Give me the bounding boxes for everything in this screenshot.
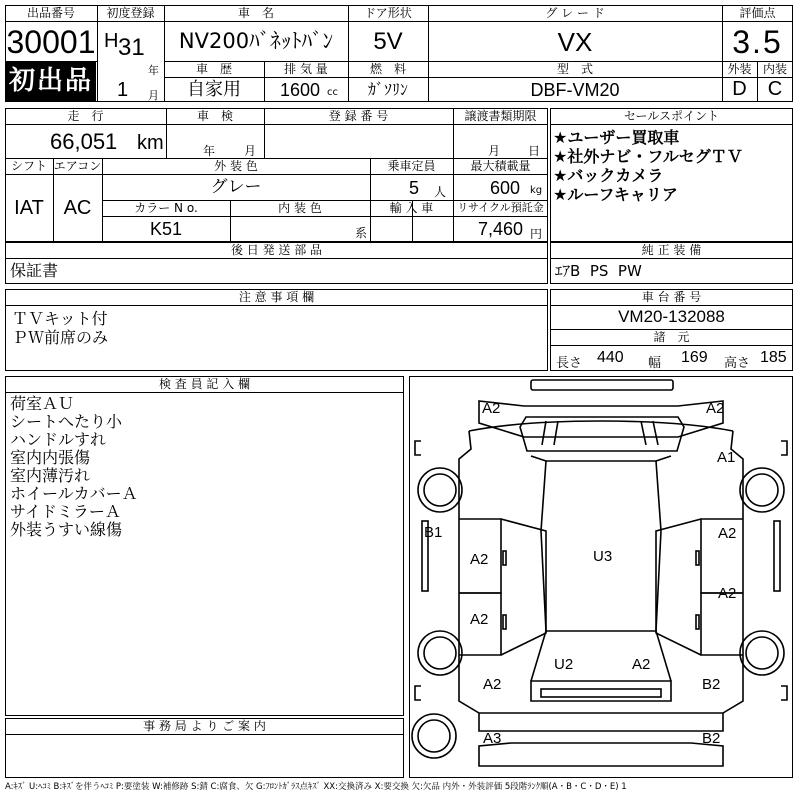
car-name: NV200ﾊﾞﾈｯﾄﾊﾞﾝ bbox=[178, 29, 334, 53]
later-parts-value: 保証書 bbox=[10, 261, 59, 280]
sales-point-item: ★ユーザー買取車 bbox=[553, 128, 680, 147]
sales-points-label: セールスポイント bbox=[624, 109, 719, 123]
door-label: ドア形状 bbox=[364, 6, 412, 20]
inspection-month-unit: 月 bbox=[244, 144, 257, 158]
transfer-day-unit: 日 bbox=[528, 144, 541, 158]
color-no-label: カラー N o. bbox=[134, 201, 198, 215]
ac-label: エアコン bbox=[53, 159, 102, 173]
damage-mark: A2 bbox=[470, 551, 489, 568]
transfer-month-unit: 月 bbox=[488, 144, 501, 158]
sales-point-item: ★バックカメラ bbox=[553, 166, 664, 185]
import-label: 輸 入 車 bbox=[389, 201, 434, 215]
notes-list bbox=[12, 309, 108, 347]
ext-color-value: グレー bbox=[210, 177, 262, 197]
capacity-unit: 人 bbox=[434, 185, 447, 199]
width-label: 幅 bbox=[648, 356, 662, 371]
capacity-label: 乗車定員 bbox=[387, 159, 436, 173]
grade-label: グ レ ー ド bbox=[545, 6, 605, 20]
door-value: 5V bbox=[373, 28, 403, 55]
height-label: 高さ bbox=[724, 356, 751, 371]
damage-mark: A2 bbox=[718, 585, 737, 602]
inspector-line: サイドミラーＡ bbox=[10, 502, 121, 521]
car-diagram-drawing bbox=[410, 377, 792, 777]
inspector-line: 荷室ＡＵ bbox=[10, 394, 75, 413]
note-line: ＰＷ前席のみ bbox=[12, 328, 109, 347]
first-reg-month: 1 bbox=[117, 79, 129, 101]
damage-mark: A2 bbox=[718, 525, 737, 542]
sales-point-item: ★ルーフキャリア bbox=[553, 185, 678, 204]
damage-mark: B2 bbox=[702, 676, 721, 693]
shift-value: IAT bbox=[14, 197, 44, 219]
model-code-value: DBF-VM20 bbox=[530, 80, 620, 100]
exterior-label: 外装 bbox=[727, 62, 752, 76]
damage-mark: B1 bbox=[424, 524, 443, 541]
ac-value: AC bbox=[63, 197, 92, 219]
displacement-value: 1600 bbox=[280, 80, 321, 100]
month-unit: 月 bbox=[148, 89, 159, 102]
color-no-value: K51 bbox=[149, 219, 183, 239]
mileage-value: 66,051 bbox=[50, 129, 118, 154]
inspector-line: 室内薄汚れ bbox=[10, 466, 91, 485]
inspector-line: ホイールカバーＡ bbox=[10, 484, 138, 503]
score-value: 3.5 bbox=[732, 24, 783, 60]
ext-color-label: 外 装 色 bbox=[214, 159, 258, 173]
max-load-unit: kg bbox=[530, 185, 543, 196]
sales-points-list bbox=[553, 128, 743, 204]
fuel-value: ｶﾞｿﾘﾝ bbox=[367, 80, 408, 99]
inspector-line: シートへたり小 bbox=[10, 412, 123, 431]
sales-point-item: ★社外ナビ・フルセグＴＶ bbox=[553, 147, 743, 166]
interior-label: 内装 bbox=[762, 62, 787, 76]
first-reg-label: 初度登録 bbox=[106, 6, 155, 20]
recycle-label: リサイクル預託金 bbox=[457, 201, 544, 214]
chassis-value: VM20-132088 bbox=[618, 307, 725, 326]
dims-label: 諸 元 bbox=[653, 330, 690, 344]
car-diagram bbox=[409, 376, 793, 778]
shift-label: シフト bbox=[10, 159, 47, 173]
damage-mark: A2 bbox=[706, 400, 725, 417]
inspector-line: ハンドルすれ bbox=[10, 430, 107, 449]
damage-mark: U2 bbox=[554, 656, 574, 673]
inspector-line: 外装うすい線傷 bbox=[10, 520, 123, 539]
int-color-label: 内 装 色 bbox=[278, 201, 322, 215]
inspection-label: 車 検 bbox=[196, 109, 233, 123]
legend: A:ｷｽﾞ U:ﾍｺﾐ B:ｷｽﾞを伴うﾍｺﾐ P:要塗装 W:補修跡 S:錆 C:腐食、欠 G:ﾌﾛﾝﾄｶﾞﾗｽ点ｷｽﾞ XX:交換済み X:要交換 欠:欠品 内外・外装評価 5段階ﾗﾝｸ順(A・B・C・D・E) 1 bbox=[5, 782, 627, 792]
inspector-list bbox=[10, 395, 138, 539]
damage-mark: A2 bbox=[470, 611, 489, 628]
notes-label: 注 意 事 項 欄 bbox=[238, 290, 315, 304]
displacement-unit: cc bbox=[327, 87, 338, 98]
equipment-label: 純 正 装 備 bbox=[641, 243, 702, 257]
damage-mark: A3 bbox=[483, 730, 502, 747]
model-code-label: 型 式 bbox=[556, 62, 593, 76]
lot-no-label: 出品番号 bbox=[26, 6, 75, 20]
later-parts-label: 後 日 発 送 部 品 bbox=[230, 243, 323, 257]
interior-grade: C bbox=[767, 78, 783, 100]
first-reg-year: 31 bbox=[118, 34, 145, 61]
max-load-value: 600 bbox=[490, 178, 521, 198]
transfer-label: 譲渡書類期限 bbox=[464, 109, 537, 123]
chassis-label: 車 台 番 号 bbox=[641, 290, 702, 304]
history-value: 自家用 bbox=[187, 79, 241, 100]
damage-mark: U3 bbox=[593, 548, 613, 565]
era-prefix: H bbox=[104, 30, 119, 52]
length-label: 長さ bbox=[556, 356, 583, 371]
max-load-label: 最大積載量 bbox=[470, 159, 531, 173]
recycle-value: 7,460 bbox=[478, 219, 524, 239]
capacity-value: 5 bbox=[409, 178, 420, 198]
damage-mark: B2 bbox=[702, 730, 721, 747]
inspector-line: 室内内張傷 bbox=[10, 448, 91, 467]
history-label: 車 歴 bbox=[195, 62, 232, 76]
mileage-label: 走 行 bbox=[67, 109, 104, 123]
length-value: 440 bbox=[597, 349, 624, 366]
damage-mark: A2 bbox=[632, 656, 651, 673]
car-name-label: 車 名 bbox=[237, 6, 274, 20]
mileage-unit: km bbox=[137, 132, 164, 154]
reg-no-label: 登 録 番 号 bbox=[328, 109, 389, 123]
inspector-label: 検 査 員 記 入 欄 bbox=[158, 377, 251, 391]
year-unit: 年 bbox=[148, 64, 159, 77]
fuel-label: 燃 料 bbox=[369, 62, 406, 76]
width-value: 169 bbox=[681, 349, 708, 366]
first-listing-label: 初出品 bbox=[8, 66, 93, 96]
grade-value: VX bbox=[557, 27, 593, 57]
exterior-grade: D bbox=[732, 78, 747, 100]
int-color-suffix: 系 bbox=[355, 226, 368, 240]
damage-mark: A2 bbox=[483, 676, 502, 693]
damage-mark: A2 bbox=[482, 400, 501, 417]
inspection-year-unit: 年 bbox=[203, 144, 216, 158]
damage-mark: A1 bbox=[717, 449, 736, 466]
office-label: 事 務 局 よ り ご 案 内 bbox=[143, 719, 266, 733]
note-line: ＴＶキット付 bbox=[12, 309, 108, 328]
height-value: 185 bbox=[760, 349, 787, 366]
lot-no: 30001 bbox=[6, 24, 96, 60]
displacement-label: 排 気 量 bbox=[284, 62, 328, 76]
score-label: 評価点 bbox=[739, 6, 776, 20]
equipment-value: ｴｱB PS PW bbox=[555, 262, 642, 280]
recycle-unit: 円 bbox=[530, 227, 543, 241]
